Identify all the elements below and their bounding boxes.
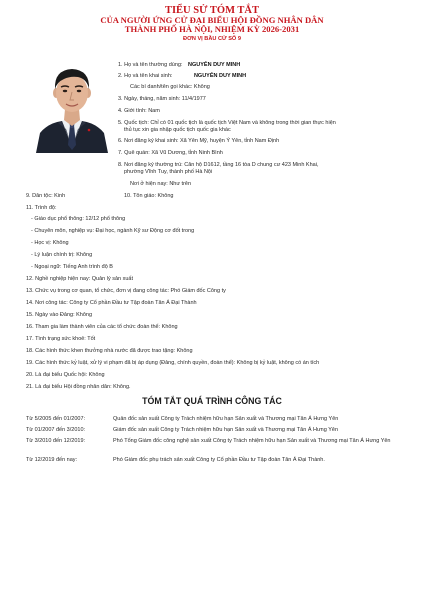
residence-row-1: 8. Nơi đăng ký thường trú: Căn hộ D1612, tầng 16 tòa D chung cư 423 Minh Khai, — [118, 162, 319, 168]
education-item: - Chuyên môn, nghiệp vụ: Đại học, ngành Kỹ sư Động cơ đốt trong — [31, 228, 195, 234]
work-description: Phó Giám đốc phụ trách sản xuất Công ty Cổ phần Đầu tư Tập đoàn Tân Á Đại Thành. — [113, 457, 325, 463]
discipline-row: 19. Các hình thức kỷ luật, xử lý vi phạm đã bị áp dụng (Đảng, chính quyền, đoàn thể): Không bị kỷ luật, không có án tích — [26, 360, 320, 366]
common-name-row — [118, 62, 240, 69]
work-period: Từ 5/2005 đến 01/2007: — [26, 416, 86, 422]
education-item: - Học vị: Không — [31, 240, 69, 246]
work-period: Từ 01/2007 đến 3/2010: — [26, 427, 86, 433]
work-period: Từ 3/2010 đến 12/2019: — [26, 438, 86, 444]
current-residence-row: Nơi ở hiện nay: Như trên — [130, 181, 192, 187]
common-name-value: NGUYỄN DUY MINH — [188, 62, 241, 68]
candidate-portrait — [34, 55, 110, 153]
work-description: Giám đốc sản xuất Công ty Trách nhiệm hữu hạn Sản xuất và Thương mại Tân Á Hưng Yên — [113, 427, 338, 433]
work-description: Quản đốc sản xuất Công ty Trách nhiệm hữu hạn Sản xuất và Thương mại Tân Á Hưng Yên — [113, 416, 339, 422]
work-period: Từ 12/2019 đến nay: — [26, 457, 78, 463]
national-assembly-row: 20. Là đại biểu Quốc hội: Không — [26, 372, 105, 378]
birth-name-row — [118, 73, 246, 80]
health-row: 17. Tình trạng sức khoẻ: Tốt — [26, 336, 96, 342]
awards-row: 18. Các hình thức khen thưởng nhà nước đã được trao tặng: Không — [26, 348, 193, 354]
birthplace-row: 6. Nơi đăng ký khai sinh: Xã Yên Mỹ, huyện Ý Yên, tỉnh Nam Định — [118, 138, 280, 144]
ethnicity-row: 9. Dân tộc: Kinh — [26, 193, 66, 199]
nationality-row-1: 5. Quốc tịch: Chỉ có 01 quốc tịch là quốc tịch Việt Nam và không trong thời gian thực hiện — [118, 120, 336, 126]
birth-name-value: NGUYỄN DUY MINH — [193, 73, 247, 79]
document-subtitle-line-2: THÀNH PHỐ HÀ NỘI, NHIỆM KỲ 2026-2031 — [124, 24, 300, 35]
nationality-row-2: thủ tục xin gia nhập quốc tịch quốc gia khác — [124, 127, 231, 133]
common-name-label: 1. Họ và tên thường dùng: — [118, 62, 183, 68]
residence-row-2: phường Vĩnh Tuy, thành phố Hà Nội — [124, 169, 213, 175]
gender-row: 4. Giới tính: Nam — [118, 108, 160, 114]
work-history-title: TÓM TẮT QUÁ TRÌNH CÔNG TÁC — [142, 396, 282, 406]
work-description: Phó Tổng Giám đốc công nghệ sản xuất Công ty Trách nhiệm hữu hạn Sản xuất và Thương mại Tân Á Hưng Yên — [113, 438, 391, 444]
document-subtitle-line-1: CỦA NGƯỜI ỨNG CỬ ĐẠI BIỂU HỘI ĐỒNG NHÂN DÂN — [100, 15, 324, 25]
religion-row: 10. Tôn giáo: Không — [124, 193, 174, 199]
occupation-row: 12. Nghề nghiệp hiện nay: Quản lý sản xuất — [26, 276, 134, 282]
birth-name-label: 2. Họ và tên khai sinh: — [118, 73, 173, 79]
alias-row: Các bí danh/tên gọi khác: Không — [130, 84, 210, 90]
electoral-unit: ĐƠN VỊ BẦU CỬ SỐ 9 — [183, 35, 241, 42]
position-row: 13. Chức vụ trong cơ quan, tổ chức, đơn vị đang công tác: Phó Giám đốc Công ty — [26, 288, 226, 294]
party-date-row: 15. Ngày vào Đảng: Không — [26, 312, 93, 318]
peoples-council-row: 21. Là đại biểu Hội đồng nhân dân: Không. — [26, 384, 131, 390]
document-title: TIỂU SỬ TÓM TẮT — [164, 5, 260, 16]
education-header: 11. Trình độ: — [26, 205, 57, 211]
workplace-row: 14. Nơi công tác: Công ty Cổ phần Đầu tư Tập đoàn Tân Á Đại Thành — [26, 300, 197, 306]
document-header — [0, 5, 424, 43]
education-item: - Giáo dục phổ thông: 12/12 phổ thông — [31, 216, 126, 222]
date-of-birth-row: 3. Ngày, tháng, năm sinh: 11/4/1977 — [118, 96, 206, 102]
candidate-portrait-image — [34, 55, 110, 153]
education-item: - Ngoại ngữ: Tiếng Anh trình độ B — [31, 264, 113, 270]
hometown-row: 7. Quê quán: Xã Vũ Dương, tỉnh Ninh Bình — [118, 150, 223, 156]
education-item: - Lý luận chính trị: Không — [31, 252, 93, 258]
organizations-row: 16. Tham gia làm thành viên của các tổ chức đoàn thể: Không — [26, 324, 178, 330]
